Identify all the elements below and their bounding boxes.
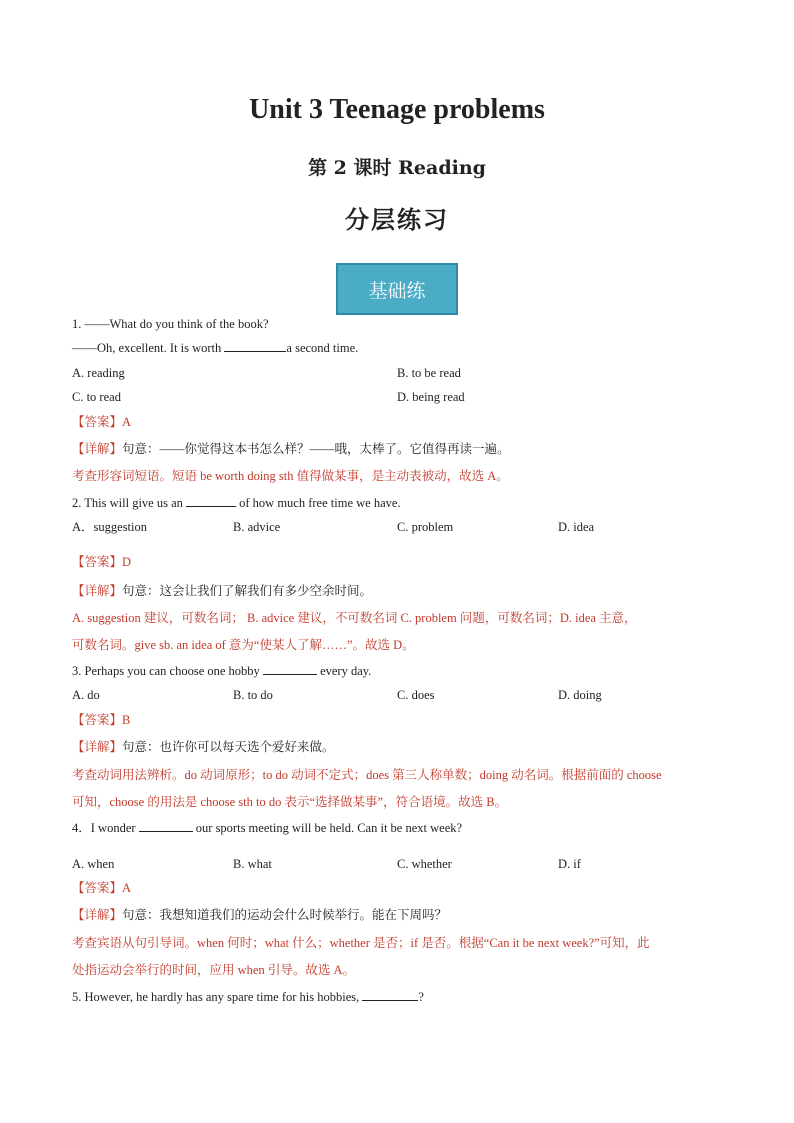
answer-label: 【答案】 <box>72 555 123 569</box>
answer-line <box>72 553 131 571</box>
lesson-subtitle: 第 2 课时 Reading <box>308 157 486 179</box>
detail-label: 【详解】 <box>72 908 123 922</box>
option-b: B. advice <box>233 520 281 534</box>
option-c: C. whether <box>397 857 452 871</box>
option-a: A. do <box>72 688 100 702</box>
detail-explanation: 考查动词用法辨析。do 动词原形；to do 动词不定式；does 第三人称单数；doing 动名词。根据前面的 choose <box>72 768 662 782</box>
answer-blank <box>224 341 286 352</box>
detail-line: 【详解】句意：我想知道我们的运动会什么时候举行。能在下周吗？ <box>72 908 448 922</box>
option-d: D. if <box>558 857 581 871</box>
option-a: A．suggestion <box>72 520 148 534</box>
detail-line: 【详解】句意：这会让我们了解我们有多少空余时间。 <box>72 584 373 598</box>
detail-explanation: 可知，choose 的用法是 choose sth to do 表示“选择做某事”，符合语境。故选 B。 <box>72 795 508 809</box>
page-title: Unit 3 Teenage problems <box>249 94 545 125</box>
answer-label: 【答案】 <box>72 713 123 727</box>
section-label: 基础练 <box>368 279 426 302</box>
option-b: B. to be read <box>397 366 461 380</box>
option-a: A. reading <box>72 366 125 380</box>
question-stem: 1. ——What do you think of the book? <box>72 317 269 331</box>
detail-explanation: 考查宾语从句引导词。when 何时；what 什么；whether 是否；if 是否。根据“Can it be next week?”可知，此 <box>72 936 650 950</box>
detail-label: 【详解】 <box>72 584 123 598</box>
detail-explanation: 处指运动会举行的时间，应用 when 引导。故选 A。 <box>72 963 355 977</box>
answer-line <box>72 879 131 897</box>
answer-blank <box>362 990 418 1001</box>
detail-label: 【详解】 <box>72 740 123 754</box>
answer-blank <box>139 821 193 832</box>
answer-label: 【答案】 <box>72 415 123 429</box>
answer-value: D <box>122 555 132 569</box>
answer-value: B <box>122 713 131 727</box>
detail-line: 【详解】句意：也许你可以每天选个爱好来做。 <box>72 740 335 754</box>
question-stem-line2: ——Oh, excellent. It is worth a second time. <box>72 341 359 355</box>
section-badge <box>336 263 458 315</box>
option-b: B. what <box>233 857 272 871</box>
option-c: C. to read <box>72 390 121 404</box>
practice-heading: 分层练习 <box>345 205 449 234</box>
option-d: D. idea <box>558 520 595 534</box>
option-a: A. when <box>72 857 115 871</box>
question-stem: 3. Perhaps you can choose one hobby every day. <box>72 664 372 678</box>
answer-line <box>72 711 130 729</box>
option-c: C. problem <box>397 520 454 534</box>
answer-value: A <box>122 415 132 429</box>
question-stem: 4．I wonder our sports meeting will be held. Can it be next week? <box>72 821 463 835</box>
question-stem: 2. This will give us an of how much free time we have. <box>72 496 401 510</box>
detail-explanation: 考查形容词短语。短语 be worth doing sth 值得做某事，是主动表被动，故选 A。 <box>72 469 509 483</box>
answer-value: A <box>122 881 132 895</box>
detail-line: 【详解】句意：——你觉得这本书怎么样？——哦，太棒了。它值得再读一遍。 <box>72 442 510 456</box>
answer-label: 【答案】 <box>72 881 123 895</box>
answer-blank <box>186 496 236 507</box>
detail-explanation: 可数名词。give sb. an idea of 意为“使某人了解……”。故选 D。 <box>72 638 415 652</box>
option-c: C. does <box>397 688 435 702</box>
option-d: D. doing <box>558 688 602 702</box>
question-stem: 5. However, he hardly has any spare time for his hobbies, ? <box>72 990 424 1004</box>
detail-explanation: A. suggestion 建议，可数名词； B. advice 建议，不可数名词 C. problem 问题，可数名词；D. idea 主意， <box>72 611 637 625</box>
option-d: D. being read <box>397 390 465 404</box>
detail-label: 【详解】 <box>72 442 123 456</box>
option-b: B. to do <box>233 688 273 702</box>
answer-blank <box>263 664 317 675</box>
answer-line <box>72 413 131 431</box>
